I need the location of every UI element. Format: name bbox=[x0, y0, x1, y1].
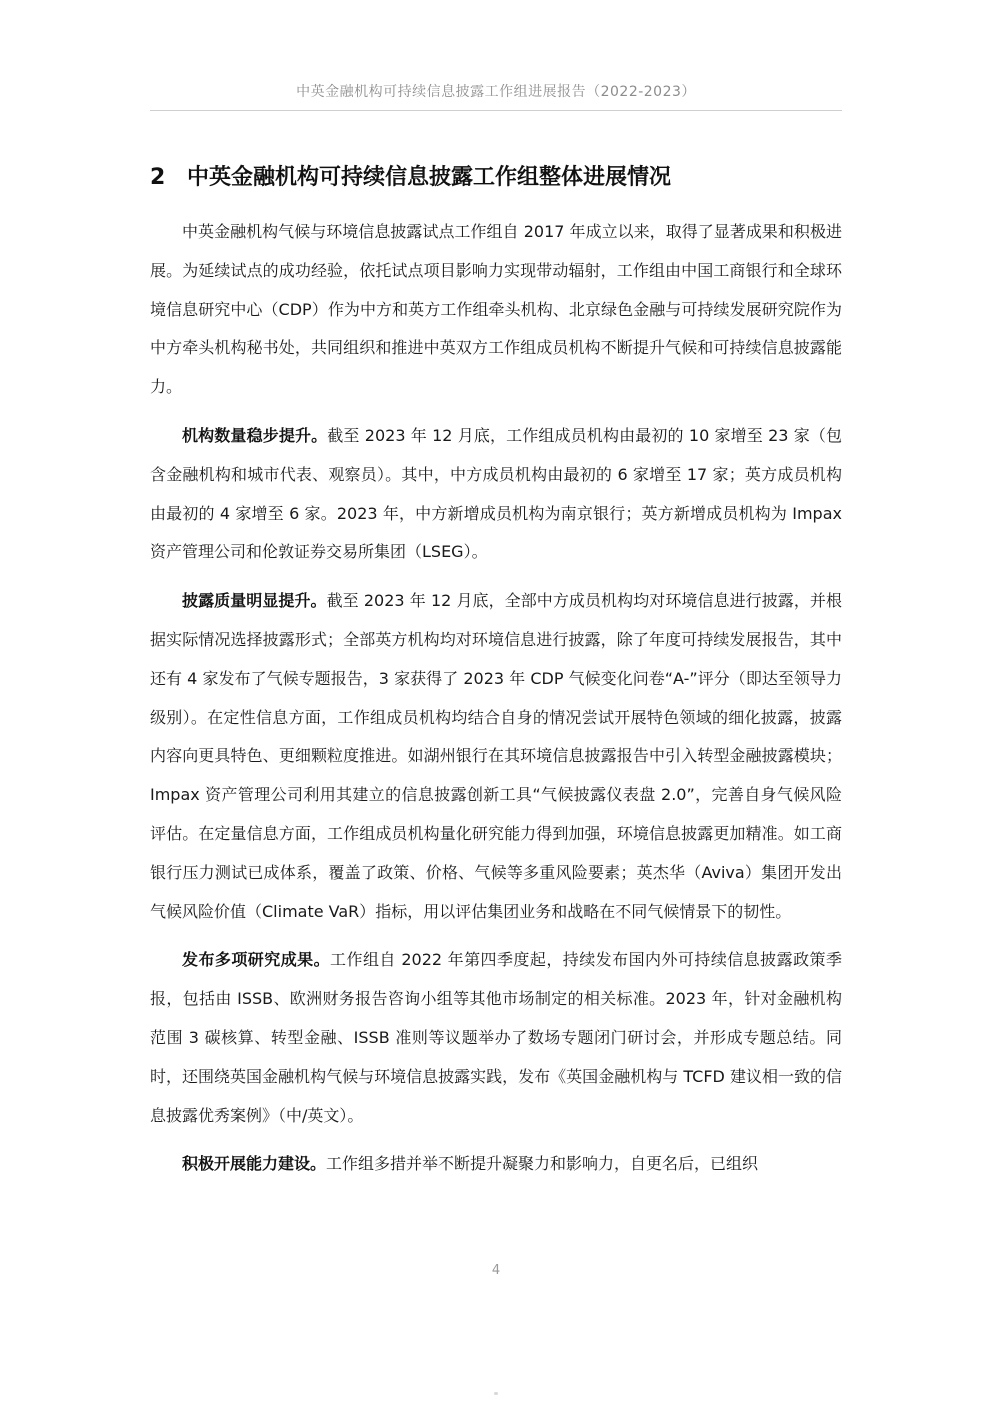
header-divider bbox=[150, 110, 842, 111]
footer-mark bbox=[494, 1392, 498, 1395]
section-title: 中英金融机构可持续信息披露工作组整体进展情况 bbox=[187, 165, 672, 190]
paragraph-lead: 披露质量明显提升。 bbox=[182, 591, 327, 611]
paragraph-research bbox=[150, 941, 842, 1135]
section-number: 2 bbox=[150, 165, 166, 190]
paragraph-capacity-building bbox=[150, 1145, 842, 1184]
paragraph-membership bbox=[150, 417, 842, 572]
paragraph-disclosure-quality bbox=[150, 582, 842, 931]
paragraph-intro bbox=[150, 213, 842, 407]
paragraph-lead: 积极开展能力建设。 bbox=[182, 1154, 327, 1174]
paragraph-lead: 发布多项研究成果。 bbox=[182, 950, 331, 970]
page-number: 4 bbox=[491, 1263, 501, 1278]
section-heading bbox=[150, 160, 850, 191]
paragraph-lead: 机构数量稳步提升。 bbox=[182, 425, 328, 445]
body-text bbox=[150, 213, 842, 1194]
paragraph-text: 中英金融机构气候与环境信息披露试点工作组自 2017 年成立以来，取得了显著成果和积极进展。为延续试点的成功经验，依托试点项目影响力实现带动辐射，工作组由中国工商银行和全球环境信息研究中心（CDP）作为中方和英方工作组牵头机构、北京绿色金融与可持续发展研究院作为中方牵头机构秘书处，共同组织和推进中英双方工作组成员机构不断提升气候和可持续信息披露能力。 bbox=[150, 222, 842, 397]
paragraph-text: 截至 2023 年 12 月底，工作组成员机构由最初的 10 家增至 23 家（包含金融机构和城市代表、观察员）。其中，中方成员机构由最初的 6 家增至 17 家；英方成员机构由最初的 4 家增至 6 家。2023 年，中方新增成员机构为南京银行；英方新增成员机构为 Impax 资产管理公司和伦敦证券交易所集团（LSEG）。 bbox=[150, 425, 842, 562]
paragraph-text: 工作组自 2022 年第四季度起，持续发布国内外可持续信息披露政策季报，包括由 ISSB、欧洲财务报告咨询小组等其他市场制定的相关标准。2023 年，针对金融机构范围 3 碳核算、转型金融、ISSB 准则等议题举办了数场专题闭门研讨会，并形成专题总结。同时，还围绕英国金融机构气候与环境信息披露实践，发布《英国金融机构与 TCFD 建议相一致的信息披露优秀案例》（中/英文）。 bbox=[150, 950, 842, 1125]
paragraph-text: 工作组多措并举不断提升凝聚力和影响力，自更名后，已组织 bbox=[326, 1154, 759, 1174]
paragraph-text: 截至 2023 年 12 月底，全部中方成员机构均对环境信息进行披露，并根据实际情况选择披露形式；全部英方机构均对环境信息进行披露，除了年度可持续发展报告，其中还有 4 家发布了气候专题报告，3 家获得了 2023 年 CDP 气候变化问卷“A-”评分（即达至领导力级别）。在定性信息方面，工作组成员机构均结合自身的情况尝试开展特色领域的细化披露，披露内容向更具特色、更细颗粒度推进。如湖州银行在其环境信息披露报告中引入转型金融披露模块；Impax 资产管理公司利用其建立的信息披露创新工具“气候披露仪表盘 2.0”，完善自身气候风险评估。在定量信息方面，工作组成员机构量化研究能力得到加强，环境信息披露更加精准。如工商银行压力测试已成体系，覆盖了政策、价格、气候等多重风险要素；英杰华（Aviva）集团开发出气候风险价值（Climate VaR）指标，用以评估集团业务和战略在不同气候情景下的韧性。 bbox=[150, 591, 842, 921]
running-header: 中英金融机构可持续信息披露工作组进展报告（2022-2023） bbox=[296, 84, 696, 100]
